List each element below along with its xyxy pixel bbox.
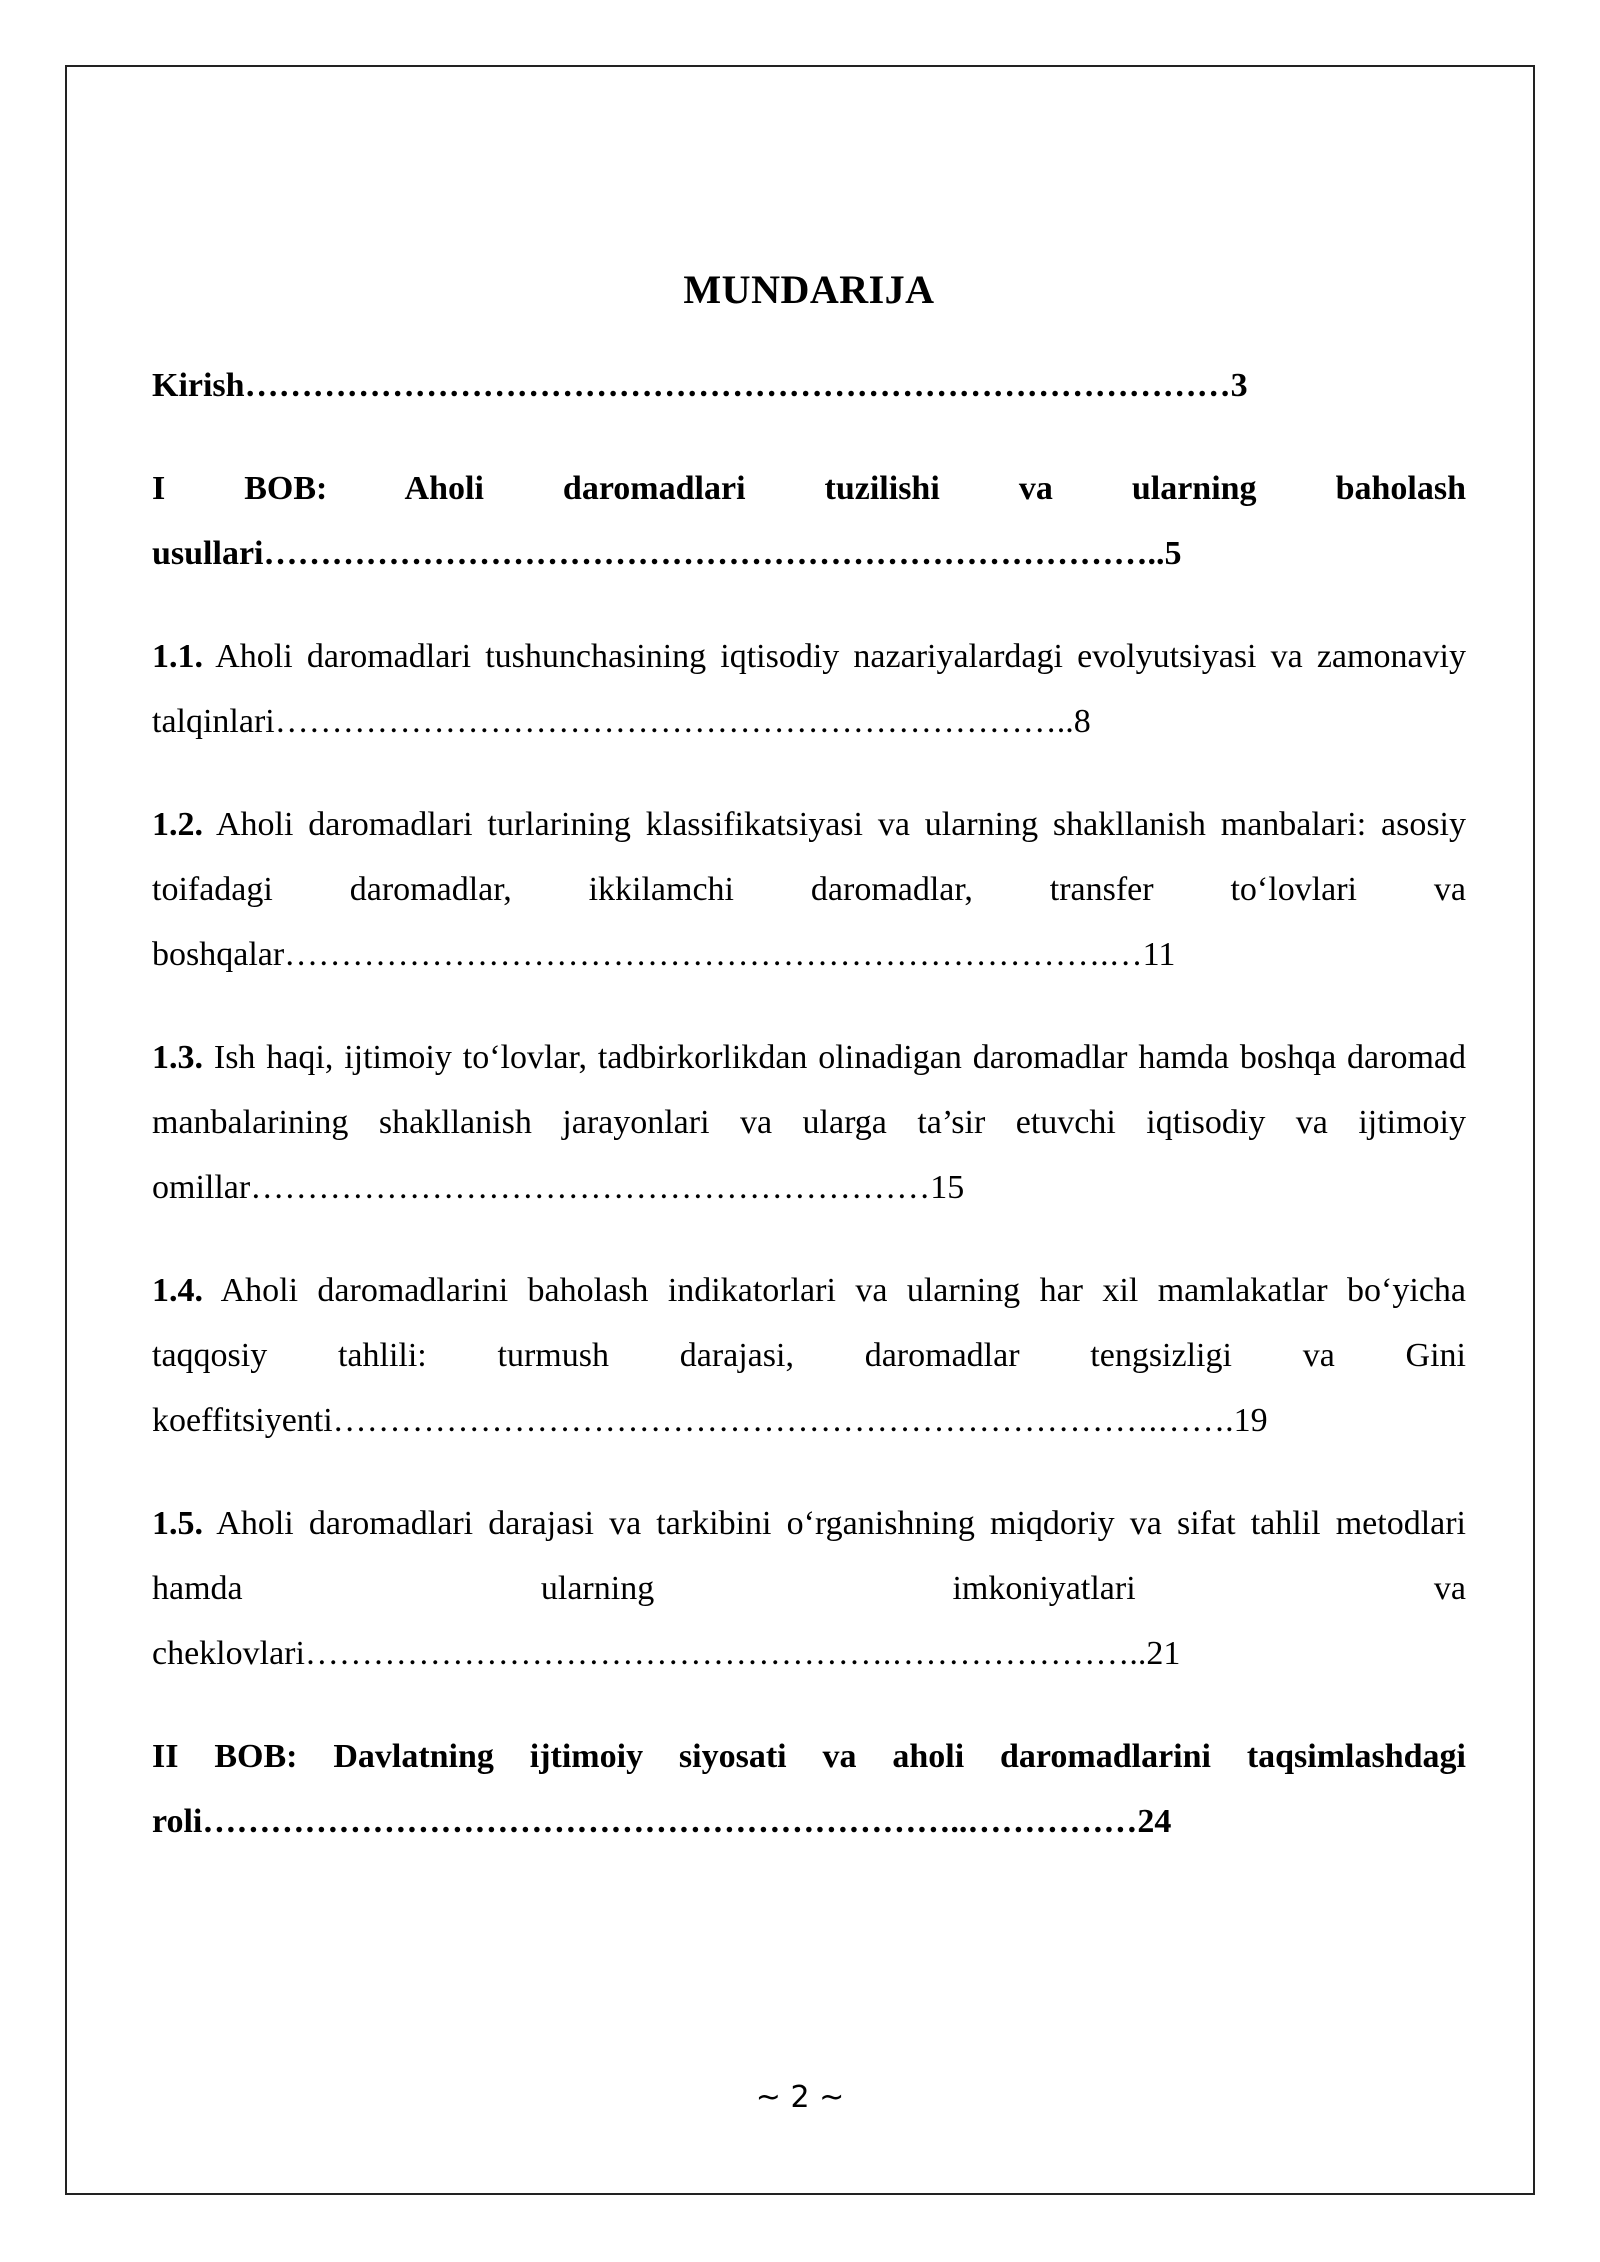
toc-entry-number: 1.3.	[152, 1039, 203, 1076]
toc-entry-text: I BOB: Aholi daromadlari tuzilishi va ularning baholash usullari……………………………………………………………………..5	[152, 470, 1466, 572]
toc-entry-text: Aholi daromadlari turlarining klassifikatsiyasi va ularning shakllanish manbalari: asosiy toifadagi daromadlar, ikkilamchi daromadlar, transfer to‘lovlari va boshqalar……………………………………………………………….…11	[152, 806, 1466, 973]
toc-entry-number: 1.1.	[152, 638, 203, 675]
page-title: MUNDARIJA	[683, 267, 935, 312]
toc-entry-1-4	[152, 1258, 1466, 1453]
toc-entry-kirish	[152, 353, 1466, 418]
toc-entry-1-1	[152, 624, 1466, 754]
toc-entry-number: 1.4.	[152, 1272, 203, 1309]
toc-entry-text: II BOB: Davlatning ijtimoiy siyosati va aholi daromadlarini taqsimlashdagi roli…………………………………………………………..……………24	[152, 1738, 1466, 1840]
toc-entry-1-3	[152, 1025, 1466, 1220]
toc-entry-text: Ish haqi, ijtimoiy to‘lovlar, tadbirkorlikdan olinadigan daromadlar hamda boshqa daromad manbalarining shakllanish jarayonlari va ularga ta’sir etuvchi iqtisodiy va ijtimoiy omillar……………………………………………………15	[152, 1039, 1467, 1206]
toc-entry-1-5	[152, 1491, 1466, 1686]
toc-entry-number: 1.2.	[152, 806, 203, 843]
toc-entry-text: Aholi daromadlari darajasi va tarkibini o‘rganishning miqdoriy va sifat tahlil metodlari hamda ularning imkoniyatlari va cheklovlari…………………………………………….…………………..21	[152, 1505, 1466, 1672]
toc-entry-text: Kirish……………………………………………………………………………3	[152, 367, 1248, 404]
toc-entry-1-2	[152, 792, 1466, 987]
page-number: ~ 2 ~	[755, 2080, 845, 2115]
table-of-contents	[152, 255, 1466, 1892]
toc-entry-chapter-2	[152, 1724, 1466, 1854]
toc-entry-text: Aholi daromadlari tushunchasining iqtisodiy nazariyalardagi evolyutsiyasi va zamonaviy talqinlari……………………………………………………………..8	[152, 638, 1466, 740]
toc-entry-text: Aholi daromadlarini baholash indikatorlari va ularning har xil mamlakatlar bo‘yicha taqqosiy tahlili: turmush darajasi, daromadlar tengsizligi va Gini koeffitsiyenti……………………………………………………………….…….19	[152, 1272, 1467, 1439]
toc-entry-number: 1.5.	[152, 1505, 203, 1542]
toc-entry-chapter-1	[152, 456, 1466, 586]
